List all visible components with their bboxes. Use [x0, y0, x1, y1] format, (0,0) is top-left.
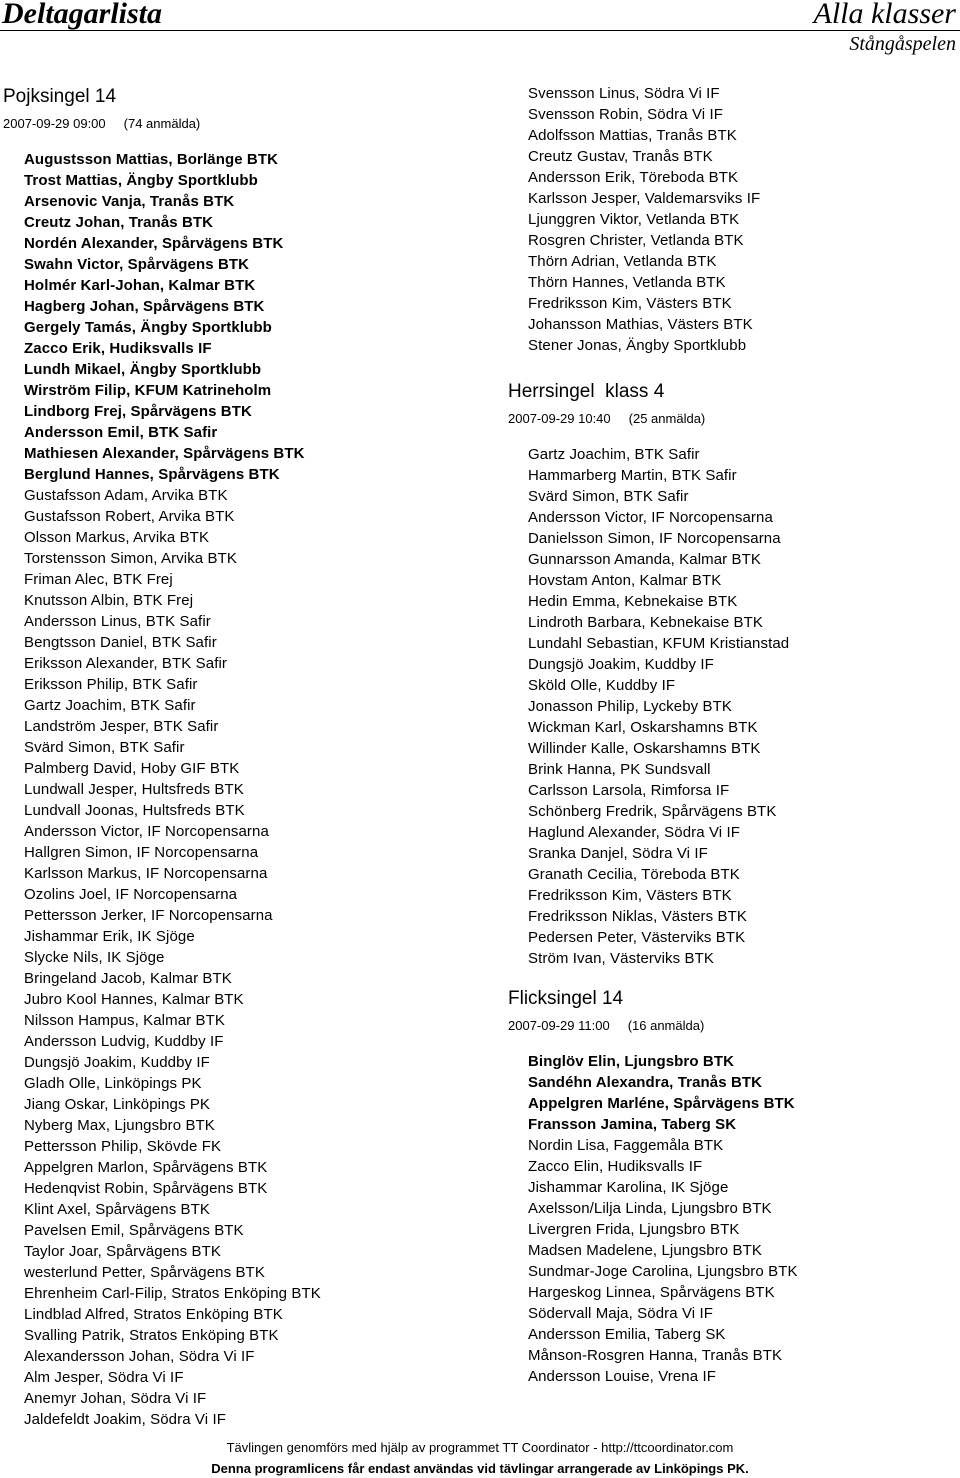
- footer-software-note: Tävlingen genomförs med hjälp av programmet TT Coordinator - http://ttcoordinator.com: [226, 1440, 734, 1455]
- section-meta: [508, 1018, 956, 1034]
- player-entry: Gladh Olle, Linköpings PK: [24, 1075, 202, 1092]
- player-entry: Jiang Oskar, Linköpings PK: [24, 1096, 211, 1113]
- player-entry: Fredriksson Kim, Västers BTK: [528, 887, 732, 904]
- player-entry: Sranka Danjel, Södra Vi IF: [528, 845, 708, 862]
- player-list: [528, 1051, 956, 1135]
- seeded-player-entry: Creutz Johan, Tranås BTK: [24, 214, 214, 231]
- player-entry: Andersson Ludvig, Kuddby IF: [24, 1033, 224, 1050]
- player-entry: Danielsson Simon, IF Norcopensarna: [528, 530, 781, 547]
- section-meta: [3, 116, 500, 132]
- seeded-player-entry: Nordén Alexander, Spårvägens BTK: [24, 235, 284, 252]
- player-list: [24, 485, 500, 1430]
- player-entry: Lindblad Alfred, Stratos Enköping BTK: [24, 1306, 283, 1323]
- seeded-player-entry: Hagberg Johan, Spårvägens BTK: [24, 298, 265, 315]
- player-entry: Alexandersson Johan, Södra Vi IF: [24, 1348, 255, 1365]
- player-entry: Svärd Simon, BTK Safir: [528, 488, 689, 505]
- player-entry: Sundmar-Joge Carolina, Ljungsbro BTK: [528, 1263, 798, 1280]
- section-datetime: 2007-09-29 09:00: [3, 116, 106, 131]
- player-entry: Jaldefeldt Joakim, Södra Vi IF: [24, 1411, 226, 1428]
- player-entry: Andersson Linus, BTK Safir: [24, 613, 211, 630]
- seeded-player-entry: Mathiesen Alexander, Spårvägens BTK: [24, 445, 305, 462]
- player-entry: Fredriksson Kim, Västers BTK: [528, 295, 732, 312]
- player-entry: Schönberg Fredrik, Spårvägens BTK: [528, 803, 777, 820]
- player-entry: Svensson Robin, Södra Vi IF: [528, 106, 724, 123]
- section-datetime: 2007-09-29 11:00: [508, 1018, 610, 1033]
- player-entry: Andersson Victor, IF Norcopensarna: [528, 509, 773, 526]
- player-entry: Gustafsson Robert, Arvika BTK: [24, 508, 235, 525]
- player-entry: Ström Ivan, Västerviks BTK: [528, 950, 714, 967]
- player-entry: Hargeskog Linnea, Spårvägens BTK: [528, 1284, 775, 1301]
- player-entry: Eriksson Alexander, BTK Safir: [24, 655, 227, 672]
- player-entry: Appelgren Marlon, Spårvägens BTK: [24, 1159, 268, 1176]
- seeded-player-entry: Berglund Hannes, Spårvägens BTK: [24, 466, 280, 483]
- seeded-player-entry: Swahn Victor, Spårvägens BTK: [24, 256, 250, 273]
- player-entry: Pedersen Peter, Västerviks BTK: [528, 929, 746, 946]
- player-entry: Axelsson/Lilja Linda, Ljungsbro BTK: [528, 1200, 772, 1217]
- section-count: (25 anmälda): [628, 411, 706, 426]
- player-entry: Granath Cecilia, Töreboda BTK: [528, 866, 740, 883]
- player-entry: Johansson Mathias, Västers BTK: [528, 316, 753, 333]
- player-entry: Andersson Erik, Töreboda BTK: [528, 169, 739, 186]
- section-meta: [508, 411, 956, 427]
- player-entry: Södervall Maja, Södra Vi IF: [528, 1305, 714, 1322]
- player-entry: Nordin Lisa, Faggemåla BTK: [528, 1137, 724, 1154]
- player-entry: Andersson Louise, Vrena IF: [528, 1368, 716, 1385]
- player-entry: westerlund Petter, Spårvägens BTK: [24, 1264, 265, 1281]
- seeded-player-entry: Binglöv Elin, Ljungsbro BTK: [528, 1053, 735, 1070]
- player-entry: Thörn Hannes, Vetlanda BTK: [528, 274, 726, 291]
- player-entry: Ehrenheim Carl-Filip, Stratos Enköping BTK: [24, 1285, 321, 1302]
- player-entry: Karlsson Jesper, Valdemarsviks IF: [528, 190, 761, 207]
- player-entry: Gustafsson Adam, Arvika BTK: [24, 487, 228, 504]
- player-entry: Brink Hanna, PK Sundsvall: [528, 761, 711, 778]
- seeded-player-entry: Holmér Karl-Johan, Kalmar BTK: [24, 277, 256, 294]
- seeded-player-entry: Zacco Erik, Hudiksvalls IF: [24, 340, 212, 357]
- seeded-player-entry: Augustsson Mattias, Borlänge BTK: [24, 151, 279, 168]
- player-entry: Ljunggren Viktor, Vetlanda BTK: [528, 211, 740, 228]
- player-entry: Zacco Elin, Hudiksvalls IF: [528, 1158, 703, 1175]
- section-datetime: 2007-09-29 10:40: [508, 411, 611, 426]
- player-entry: Svärd Simon, BTK Safir: [24, 739, 185, 756]
- player-entry: Knutsson Albin, BTK Frej: [24, 592, 194, 609]
- player-entry: Nilsson Hampus, Kalmar BTK: [24, 1012, 225, 1029]
- page-title: Deltagarlista: [2, 0, 163, 30]
- section-count: (74 anmälda): [123, 116, 201, 131]
- venue-name: Stångåspelen: [849, 33, 956, 55]
- player-entry: Pettersson Philip, Skövde FK: [24, 1138, 222, 1155]
- player-entry: Jubro Kool Hannes, Kalmar BTK: [24, 991, 244, 1008]
- player-entry: Nyberg Max, Ljungsbro BTK: [24, 1117, 215, 1134]
- player-entry: Jishammar Erik, IK Sjöge: [24, 928, 195, 945]
- player-entry: Karlsson Markus, IF Norcopensarna: [24, 865, 268, 882]
- player-entry: Rosgren Christer, Vetlanda BTK: [528, 232, 744, 249]
- seeded-player-entry: Sandéhn Alexandra, Tranås BTK: [528, 1074, 763, 1091]
- section-title: Pojksingel 14: [3, 86, 117, 107]
- player-entry: Jishammar Karolina, IK Sjöge: [528, 1179, 729, 1196]
- player-entry: Lundvall Joonas, Hultsfreds BTK: [24, 802, 245, 819]
- player-entry: Pavelsen Emil, Spårvägens BTK: [24, 1222, 244, 1239]
- player-entry: Andersson Victor, IF Norcopensarna: [24, 823, 269, 840]
- player-list: [528, 83, 956, 356]
- player-entry: Månson-Rosgren Hanna, Tranås BTK: [528, 1347, 783, 1364]
- player-entry: Lindroth Barbara, Kebnekaise BTK: [528, 614, 764, 631]
- section-count: (16 anmälda): [627, 1018, 705, 1033]
- player-entry: Dungsjö Joakim, Kuddby IF: [528, 656, 714, 673]
- player-entry: Hedenqvist Robin, Spårvägens BTK: [24, 1180, 268, 1197]
- player-entry: Klint Axel, Spårvägens BTK: [24, 1201, 211, 1218]
- player-entry: Gartz Joachim, BTK Safir: [24, 697, 196, 714]
- player-entry: Svensson Linus, Södra Vi IF: [528, 85, 720, 102]
- player-entry: Carlsson Larsola, Rimforsa IF: [528, 782, 730, 799]
- player-entry: Stener Jonas, Ängby Sportklubb: [528, 337, 747, 354]
- player-entry: Haglund Alexander, Södra Vi IF: [528, 824, 741, 841]
- player-entry: Lundahl Sebastian, KFUM Kristianstad: [528, 635, 790, 652]
- player-entry: Wickman Karl, Oskarshamns BTK: [528, 719, 758, 736]
- page-header: [0, 0, 960, 60]
- seeded-player-entry: Appelgren Marléne, Spårvägens BTK: [528, 1095, 795, 1112]
- player-entry: Hedin Emma, Kebnekaise BTK: [528, 593, 738, 610]
- seeded-player-entry: Lundh Mikael, Ängby Sportklubb: [24, 361, 262, 378]
- player-list: [528, 444, 956, 969]
- header-divider: [0, 30, 960, 31]
- section-herrsingel-klass-4: [506, 381, 956, 969]
- player-entry: Gunnarsson Amanda, Kalmar BTK: [528, 551, 762, 568]
- section-pojksingel-14: [0, 86, 500, 1430]
- section-flicksingel-14: [506, 988, 956, 1387]
- player-entry: Landström Jesper, BTK Safir: [24, 718, 219, 735]
- section-title: Flicksingel 14: [508, 988, 624, 1009]
- player-entry: Alm Jesper, Södra Vi IF: [24, 1369, 184, 1386]
- player-entry: Olsson Markus, Arvika BTK: [24, 529, 210, 546]
- player-entry: Svalling Patrik, Stratos Enköping BTK: [24, 1327, 279, 1344]
- seeded-player-entry: Andersson Emil, BTK Safir: [24, 424, 218, 441]
- player-entry: Willinder Kalle, Oskarshamns BTK: [528, 740, 761, 757]
- player-entry: Thörn Adrian, Vetlanda BTK: [528, 253, 717, 270]
- player-entry: Eriksson Philip, BTK Safir: [24, 676, 198, 693]
- player-entry: Hovstam Anton, Kalmar BTK: [528, 572, 722, 589]
- player-entry: Ozolins Joel, IF Norcopensarna: [24, 886, 238, 903]
- player-entry: Lundwall Jesper, Hultsfreds BTK: [24, 781, 244, 798]
- player-list: [528, 1135, 956, 1387]
- player-entry: Hammarberg Martin, BTK Safir: [528, 467, 737, 484]
- section-title: Herrsingel klass 4: [508, 381, 665, 402]
- player-entry: Andersson Emilia, Taberg SK: [528, 1326, 726, 1343]
- player-entry: Taylor Joar, Spårvägens BTK: [24, 1243, 221, 1260]
- player-entry: Friman Alec, BTK Frej: [24, 571, 173, 588]
- seeded-player-entry: Lindborg Frej, Spårvägens BTK: [24, 403, 252, 420]
- player-entry: Madsen Madelene, Ljungsbro BTK: [528, 1242, 762, 1259]
- player-entry: Bringeland Jacob, Kalmar BTK: [24, 970, 232, 987]
- class-scope: Alla klasser: [813, 0, 956, 30]
- player-entry: Adolfsson Mattias, Tranås BTK: [528, 127, 737, 144]
- seeded-player-entry: Gergely Tamás, Ängby Sportklubb: [24, 319, 272, 336]
- player-entry: Bengtsson Daniel, BTK Safir: [24, 634, 217, 651]
- player-entry: Jonasson Philip, Lyckeby BTK: [528, 698, 733, 715]
- player-entry: Dungsjö Joakim, Kuddby IF: [24, 1054, 210, 1071]
- seeded-player-entry: Wirström Filip, KFUM Katrineholm: [24, 382, 272, 399]
- player-entry: Anemyr Johan, Södra Vi IF: [24, 1390, 207, 1407]
- player-entry: Torstensson Simon, Arvika BTK: [24, 550, 237, 567]
- section-pojksingel-14-continued: [506, 83, 956, 356]
- player-entry: Creutz Gustav, Tranås BTK: [528, 148, 713, 165]
- player-entry: Fredriksson Niklas, Västers BTK: [528, 908, 747, 925]
- player-entry: Pettersson Jerker, IF Norcopensarna: [24, 907, 273, 924]
- footer-license-note: Denna programlicens får endast användas vid tävlingar arrangerade av Linköpings PK.: [211, 1461, 749, 1476]
- player-entry: Gartz Joachim, BTK Safir: [528, 446, 700, 463]
- player-entry: Sköld Olle, Kuddby IF: [528, 677, 676, 694]
- seeded-player-entry: Fransson Jamina, Taberg SK: [528, 1116, 737, 1133]
- player-list: [24, 149, 500, 485]
- player-entry: Hallgren Simon, IF Norcopensarna: [24, 844, 259, 861]
- seeded-player-entry: Arsenovic Vanja, Tranås BTK: [24, 193, 235, 210]
- player-entry: Slycke Nils, IK Sjöge: [24, 949, 165, 966]
- player-entry: Palmberg David, Hoby GIF BTK: [24, 760, 240, 777]
- player-entry: Livergren Frida, Ljungsbro BTK: [528, 1221, 740, 1238]
- seeded-player-entry: Trost Mattias, Ängby Sportklubb: [24, 172, 258, 189]
